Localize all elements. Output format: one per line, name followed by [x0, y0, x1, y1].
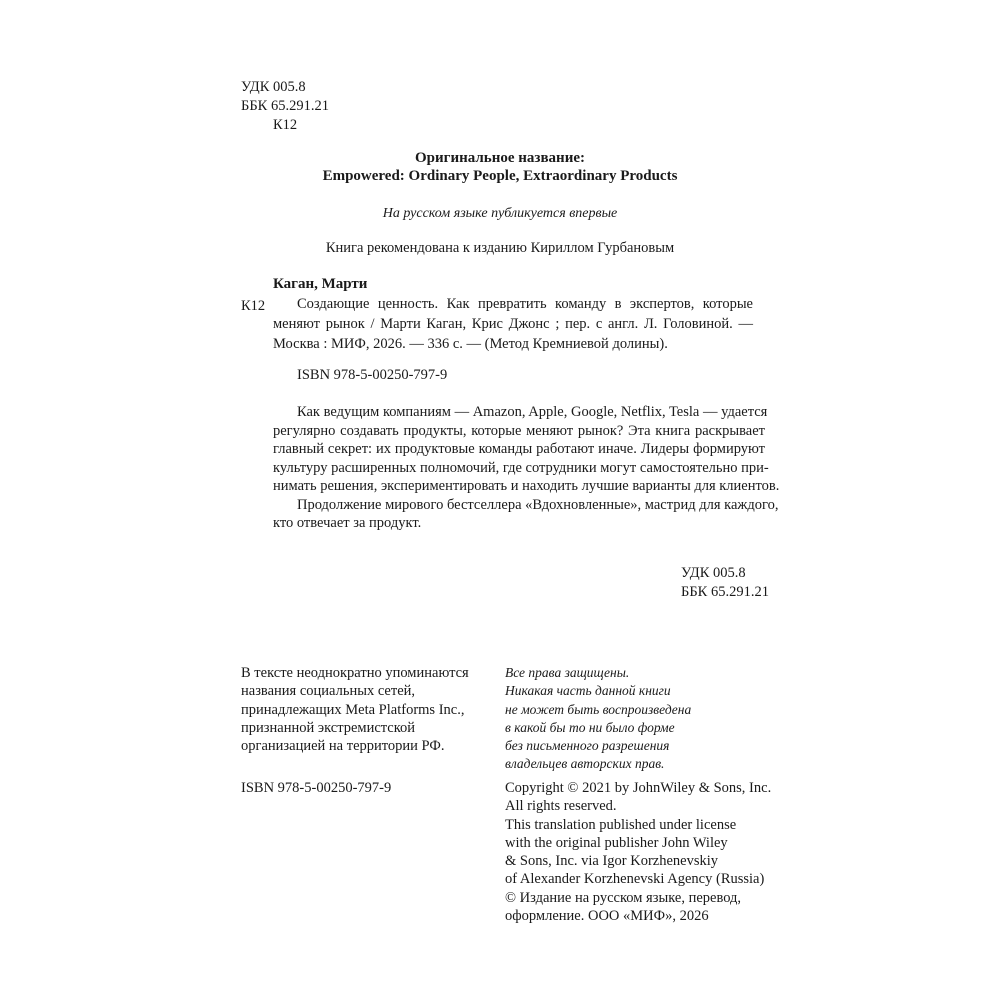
copyright-line: with the original publisher John Wiley [505, 834, 728, 851]
copyright-line: of Alexander Korzhenevski Agency (Russia) [505, 871, 765, 888]
biblio-line: Создающие ценность. Как превратить команду в экспертов, которые [297, 296, 753, 312]
annotation-line: Как ведущим компаниям — Amazon, Apple, Google, Netflix, Tesla — удается [297, 404, 768, 420]
rights-line: Все права защищены. [505, 665, 630, 680]
original-title: Empowered: Ordinary People, Extraordinary Products [322, 168, 678, 184]
note-line: принадлежащих Meta Platforms Inc., [241, 701, 465, 718]
original-title-label: Оригинальное название: [415, 150, 585, 166]
copyright-line: © Издание на русском языке, перевод, [505, 889, 742, 906]
annotation-line: главный секрет: их продуктовые команды работают иначе. Лидеры формируют [273, 441, 765, 457]
rights-line: не может быть воспроизведена [505, 701, 692, 717]
note-line: признанной экстремистской [241, 719, 416, 736]
isbn: ISBN 978-5-00250-797-9 [297, 367, 448, 383]
bibliographic-description [273, 294, 753, 354]
copyright-line: This translation published under license [505, 816, 737, 833]
note-line: В тексте неоднократно упоминаются [241, 665, 469, 681]
rights-line: владельцев авторских прав. [505, 756, 665, 772]
annotation-line: нимать решения, экспериментировать и находить лучшие варианты для клиентов. [273, 478, 780, 494]
annotation-line: кто отвечает за продукт. [273, 515, 422, 531]
note-line: названия социальных сетей, [241, 683, 416, 700]
social-networks-note [241, 664, 469, 755]
copyright-notice [505, 779, 771, 925]
bbk-code-top: ББК 65.291.21 [241, 98, 329, 114]
udk-code-top: УДК 005.8 [241, 79, 306, 95]
annotation [273, 403, 780, 533]
isbn-bottom: ISBN 978-5-00250-797-9 [241, 780, 392, 796]
author-sign-top: К12 [273, 117, 298, 133]
copyright-line: оформление. ООО «МИФ», 2026 [505, 908, 709, 925]
biblio-line: меняют рынок / Марти Каган, Крис Джонс ; пер. с англ. Л. Головиной. — [273, 316, 753, 332]
rights-notice [505, 664, 691, 774]
annotation-line: регулярно создавать продукты, которые меняют рынок? Эта книга раскрывает [273, 422, 765, 439]
rights-line: Никакая часть данной книги [505, 683, 671, 699]
author-heading: Каган, Марти [273, 276, 368, 292]
recommendation-note: Книга рекомендована к изданию Кириллом Гурбановым [325, 240, 675, 256]
rights-line: в какой бы то ни было форме [505, 719, 675, 735]
author-sign: К12 [241, 298, 266, 314]
udk-code-bottom: УДК 005.8 [681, 565, 746, 581]
biblio-line: Москва : МИФ, 2026. — 336 с. — (Метод Кремниевой долины). [273, 336, 668, 352]
annotation-line: культуру расширенных полномочий, где сотрудники могут самостоятельно при- [273, 459, 769, 476]
copyright-line: Copyright © 2021 by JohnWiley & Sons, Inc. [505, 780, 772, 796]
rights-line: без письменного разрешения [505, 738, 670, 754]
note-line: организацией на территории РФ. [241, 738, 445, 755]
first-publication-note: На русском языке публикуется впервые [382, 206, 618, 221]
copyright-line: & Sons, Inc. via Igor Korzhenevskiy [505, 853, 719, 870]
bbk-code-bottom: ББК 65.291.21 [681, 584, 769, 600]
copyright-line: All rights reserved. [505, 798, 617, 815]
annotation-line: Продолжение мирового бестселлера «Вдохновленные», мастрид для каждого, [297, 496, 779, 513]
